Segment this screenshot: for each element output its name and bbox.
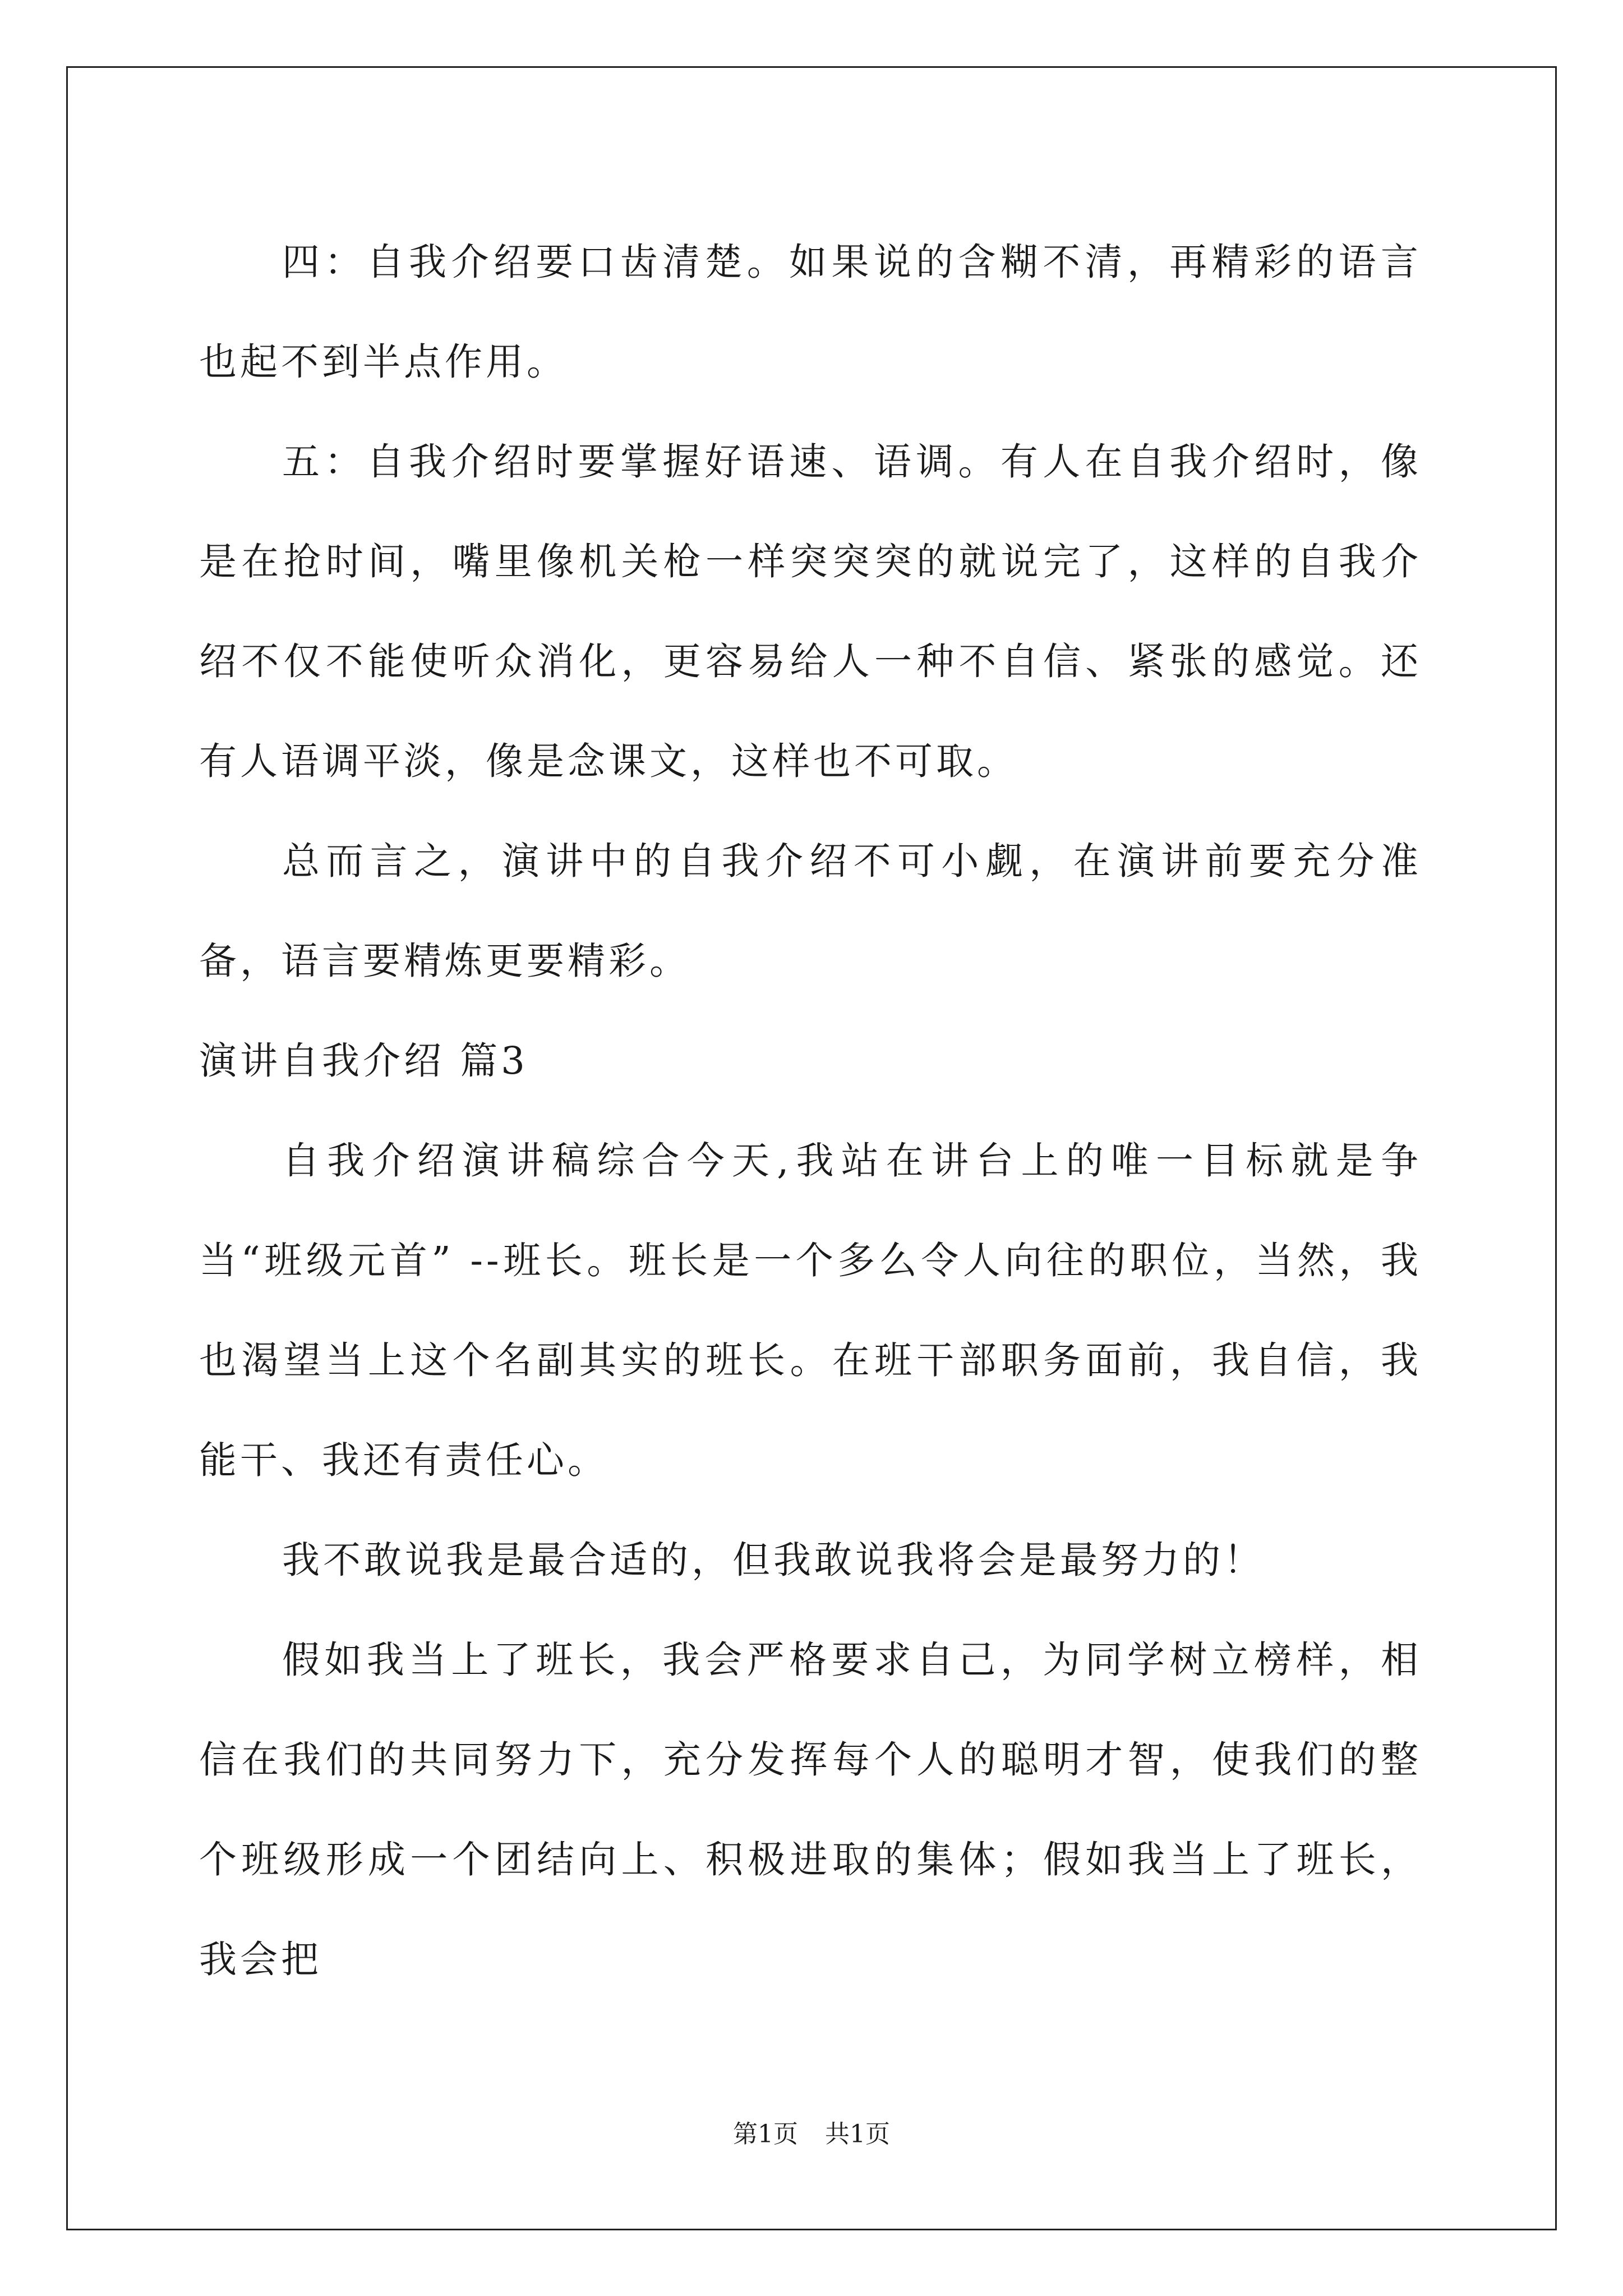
document-body xyxy=(199,212,1422,2009)
page-total: 共1页 xyxy=(825,2120,890,2148)
page-current: 第1页 xyxy=(733,2120,798,2148)
paragraph-1: 四：自我介绍要口齿清楚。如果说的含糊不清，再精彩的语言也起不到半点作用。 xyxy=(199,240,1422,384)
paragraph-2: 五：自我介绍时要掌握好语速、语调。有人在自我介绍时，像是在抢时间，嘴里像机关枪一样突突突的就说完了，这样的自我介绍不仅不能使听众消化，更容易给人一种不自信、紧张的感觉。还有人语调平淡，像是念课文，这样也不可取。 xyxy=(199,440,1422,783)
paragraph-6: 假如我当上了班长，我会严格要求自己，为同学树立榜样，相信在我们的共同努力下，充分发挥每个人的聪明才智，使我们的整个班级形成一个团结向上、积极进取的集体；假如我当上了班长，我会把 xyxy=(199,1638,1422,1981)
paragraph-5: 我不敢说我是最合适的，但我敢说我将会是最努力的！ xyxy=(282,1538,1265,1582)
paragraph-3: 总而言之，演讲中的自我介绍不可小觑，在演讲前要充分准备，语言要精炼更要精彩。 xyxy=(199,839,1422,983)
paragraph-4: 自我介绍演讲稿综合今天,我站在讲台上的唯一目标就是争当“班级元首” --班长。班长是一个多么令人向往的职位，当然，我也渴望当上这个名副其实的班长。在班干部职务面前，我自信，我能干、我还有责任心。 xyxy=(199,1139,1422,1482)
page-footer xyxy=(0,2118,1623,2151)
section-heading: 演讲自我介绍 篇3 xyxy=(199,1039,528,1083)
